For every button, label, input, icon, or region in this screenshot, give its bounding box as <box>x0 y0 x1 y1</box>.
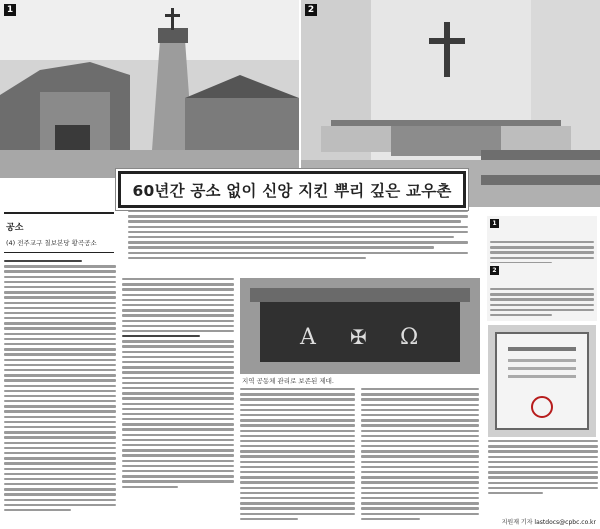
svg-text:Ω: Ω <box>400 325 419 350</box>
altar-photo <box>240 278 480 374</box>
series-label-box <box>4 212 114 253</box>
photo1-caption-box <box>487 216 597 266</box>
svg-text:A: A <box>300 325 316 350</box>
photo1-number-badge: 1 <box>4 4 16 16</box>
headline-frame <box>118 171 466 208</box>
headline-text: 60년간 공소 없이 신앙 지킨 뿌리 깊은 교우촌 <box>132 181 452 200</box>
body-col-5 <box>488 440 598 516</box>
series-subtitle: (4) 전주교구 칠보본당 황곡공소 <box>6 239 97 247</box>
altar-photo-caption: 지역 공동체 관리로 보존된 제대. <box>242 377 334 385</box>
photo2-caption-box <box>487 263 597 321</box>
body-col-3 <box>240 388 355 524</box>
photo1-caption-marker: 1 <box>490 219 499 228</box>
body-col-4 <box>361 388 479 524</box>
certificate-photo <box>488 325 596 437</box>
byline: 지원재 기자 lastdocs@cpbc.co.kr <box>501 519 596 526</box>
photo2-caption-marker: 2 <box>490 266 499 275</box>
body-col-1 <box>4 260 116 522</box>
svg-text:✠: ✠ <box>350 325 367 349</box>
series-title: 공소 <box>6 223 24 233</box>
photo2-number-badge: 2 <box>305 4 317 16</box>
lead-text-block <box>128 210 468 272</box>
church-exterior-photo <box>0 0 299 178</box>
body-col-2 <box>122 278 234 524</box>
